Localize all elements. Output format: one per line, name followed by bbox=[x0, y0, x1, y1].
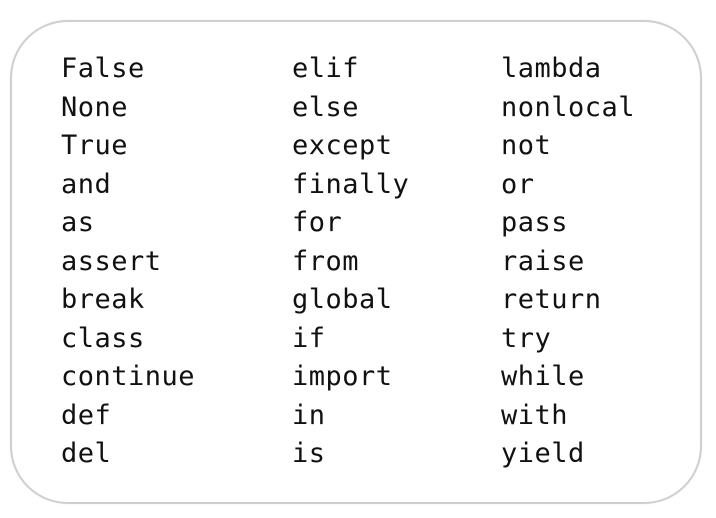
keyword-item: def bbox=[61, 399, 112, 431]
keyword-item: assert bbox=[61, 245, 162, 277]
keyword-item: class bbox=[61, 322, 145, 354]
keyword-item: global bbox=[292, 284, 393, 315]
keyword-item: None bbox=[61, 91, 129, 123]
keyword-item: lambda bbox=[501, 53, 602, 84]
keyword-item: as bbox=[61, 207, 95, 238]
keyword-item: elif bbox=[292, 53, 360, 84]
keyword-item: return bbox=[501, 284, 602, 315]
keyword-item: or bbox=[501, 168, 535, 200]
keyword-item: continue bbox=[61, 361, 196, 392]
keyword-item: True bbox=[61, 130, 129, 161]
keyword-column-3 bbox=[501, 50, 635, 474]
keyword-item: with bbox=[501, 399, 569, 431]
keyword-item: False bbox=[61, 53, 145, 84]
keyword-item: except bbox=[292, 130, 393, 161]
keyword-item: yield bbox=[501, 438, 585, 469]
keyword-item: else bbox=[292, 91, 360, 123]
keyword-item: nonlocal bbox=[501, 91, 636, 123]
keyword-item: and bbox=[61, 168, 112, 200]
keyword-item: for bbox=[292, 207, 343, 238]
keyword-item: break bbox=[61, 284, 145, 315]
keyword-item: finally bbox=[292, 168, 410, 200]
keyword-item: in bbox=[292, 399, 326, 431]
keyword-item: del bbox=[61, 438, 112, 469]
keyword-item: import bbox=[292, 361, 393, 392]
keyword-item: raise bbox=[501, 245, 585, 277]
keyword-column-1 bbox=[61, 50, 195, 474]
keyword-column-2 bbox=[292, 50, 409, 474]
keyword-item: while bbox=[501, 361, 585, 392]
keyword-item: is bbox=[292, 438, 326, 469]
keyword-item: from bbox=[292, 245, 360, 277]
keyword-item: pass bbox=[501, 207, 569, 238]
keyword-item: try bbox=[501, 322, 552, 354]
keyword-item: if bbox=[292, 322, 326, 354]
keyword-item: not bbox=[501, 130, 552, 161]
